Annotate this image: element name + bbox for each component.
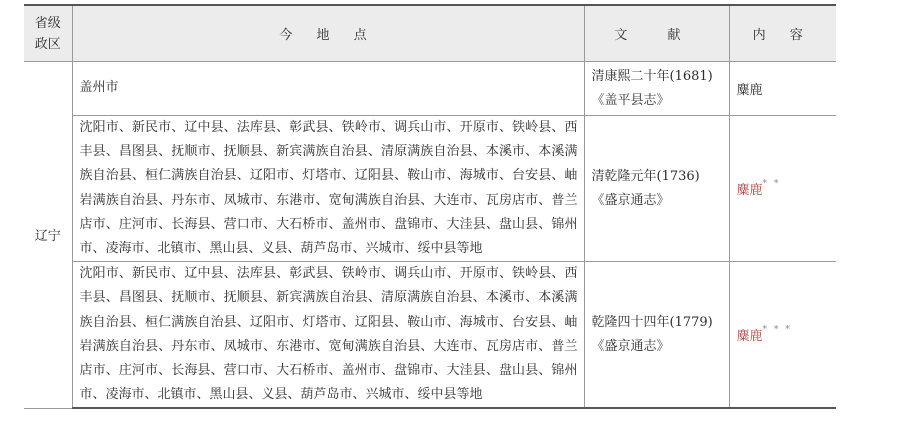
table-row	[24, 116, 836, 262]
province-cell: 辽宁	[24, 62, 72, 409]
table-header-row	[24, 5, 836, 62]
table-row	[24, 262, 836, 409]
literature-title: 《盖平县志》	[591, 92, 670, 108]
place-cell: 盖州市	[72, 62, 584, 116]
literature-date: 乾隆四十四年(1779)	[591, 314, 713, 330]
literature-date: 清康熙二十年(1681)	[591, 68, 713, 84]
header-literature: 文 献	[584, 5, 729, 62]
content-text: 麋鹿	[736, 329, 763, 345]
header-province-line2: 政区	[34, 36, 61, 52]
place-cell: 沈阳市、新民市、辽中县、法库县、彰武县、铁岭市、调兵山市、开原市、铁岭县、西丰县、昌图县、抚顺市、抚顺县、新宾满族自治县、清原满族自治县、本溪市、本溪满族自治县、桓仁满族自治县、辽阳市、灯塔市、辽阳县、鞍山市、海城市、台安县、岫岩满族自治县、丹东市、凤城市、东港市、宽甸满族自治县、大连市、瓦房店市、普兰店市、庄河市、长海县、营口市、大石桥市、盖州市、盘锦市、大洼县、盘山县、锦州市、凌海市、北镇市、黑山县、义县、葫芦岛市、兴城市、绥中县等地	[72, 262, 584, 409]
literature-cell	[584, 262, 729, 409]
content-cell	[729, 116, 836, 262]
table-row	[24, 62, 836, 116]
header-province-line1: 省级	[34, 15, 61, 31]
literature-title: 《盛京通志》	[591, 338, 670, 354]
content-cell	[729, 62, 836, 116]
literature-title: 《盛京通志》	[591, 192, 670, 208]
header-content: 内 容	[729, 5, 836, 62]
content-text: 麋鹿	[736, 183, 763, 199]
literature-date: 清乾隆元年(1736)	[591, 168, 700, 184]
literature-cell	[584, 62, 729, 116]
content-cell	[729, 262, 836, 409]
records-table	[24, 4, 836, 409]
content-text: 麋鹿	[736, 83, 763, 98]
header-province	[24, 5, 72, 62]
footnote-mark: * *	[762, 179, 781, 190]
header-place: 今 地 点	[72, 5, 584, 62]
place-cell: 沈阳市、新民市、辽中县、法库县、彰武县、铁岭市、调兵山市、开原市、铁岭县、西丰县、昌图县、抚顺市、抚顺县、新宾满族自治县、清原满族自治县、本溪市、本溪满族自治县、桓仁满族自治县、辽阳市、灯塔市、辽阳县、鞍山市、海城市、台安县、岫岩满族自治县、丹东市、凤城市、东港市、宽甸满族自治县、大连市、瓦房店市、普兰店市、庄河市、长海县、营口市、大石桥市、盖州市、盘锦市、大洼县、盘山县、锦州市、凌海市、北镇市、黑山县、义县、葫芦岛市、兴城市、绥中县等地	[72, 116, 584, 262]
literature-cell	[584, 116, 729, 262]
footnote-mark: * * *	[762, 325, 792, 336]
